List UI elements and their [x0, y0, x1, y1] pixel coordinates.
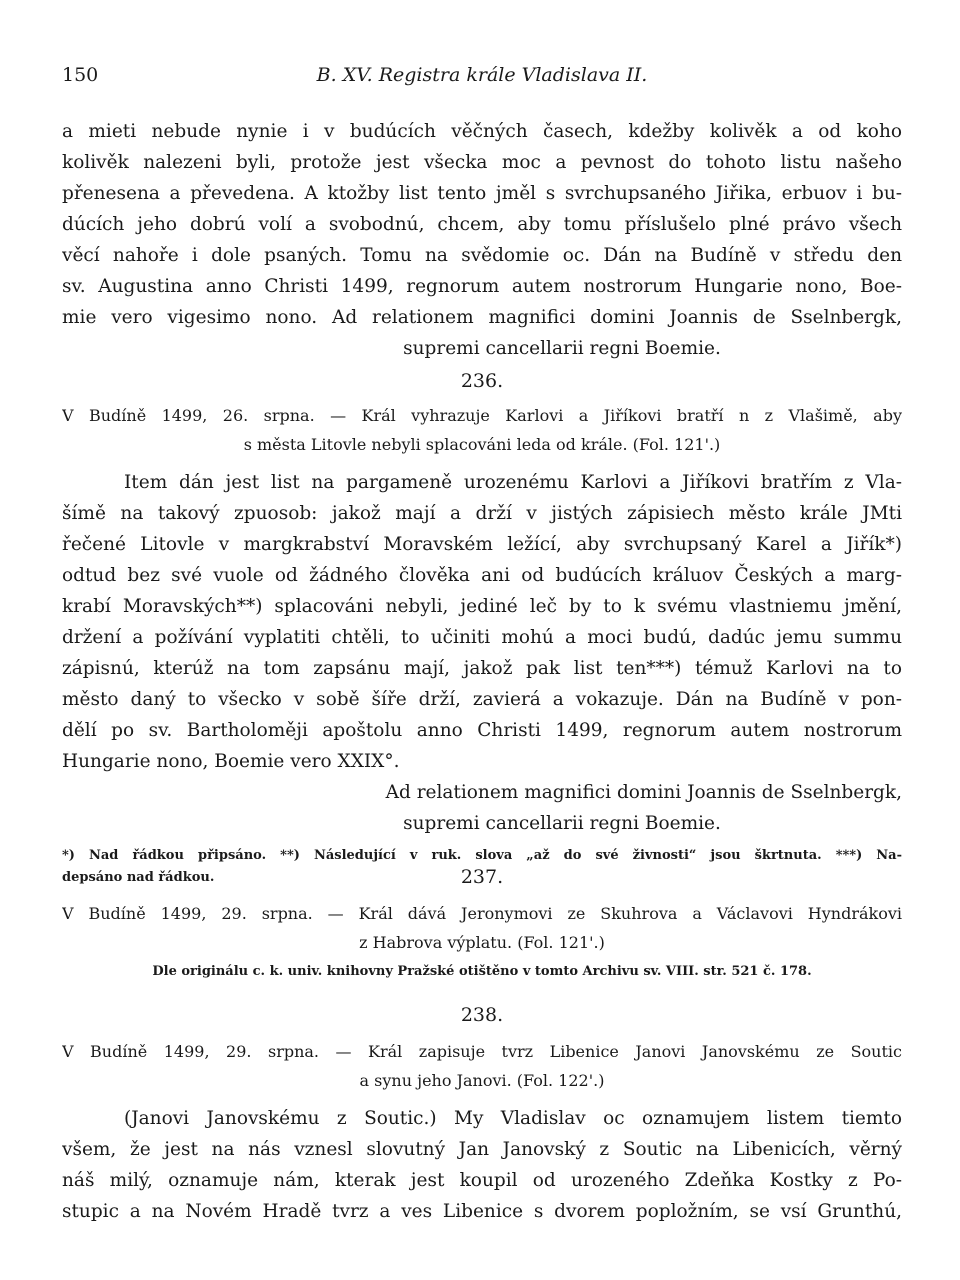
- text-line: držení a požívání vyplatiti chtěli, to učiniti mohú a moci budú, dadúc jemu summu: [62, 627, 902, 648]
- text-line: kolivěk nalezeni byli, protože jest všecka moc a pevnost do tohoto listu našeho: [62, 152, 902, 173]
- text-line: (Janovi Janovskému z Soutic.) My Vladislav oc oznamujem listem tiemto: [124, 1108, 902, 1129]
- regest-line: a synu jeho Janovi. (Fol. 122'.): [359, 1071, 605, 1090]
- text-line: šímě na takový zpuosob: jakož mají a drží v jistých zápisiech město krále JMti: [62, 503, 902, 524]
- continuation-text: [62, 116, 902, 364]
- text-line: zápisnú, kterúž na tom zapsánu mají, jakož pak list ten***) témuž Karlovi na to: [62, 658, 902, 679]
- regest-line: V Budíně 1499, 29. srpna. — Král dává Jeronymovi ze Skuhrova a Václavovi Hyndrákovi: [62, 904, 902, 923]
- text-line: řečené Litovle v margkrabství Moravském ležící, aby svrchupsaný Karel a Jiřík*): [62, 534, 902, 555]
- text-line: dúcích jeho dobrú volí a svobodnú, chcem, aby tomu příslušelo plné právo všech: [62, 214, 902, 235]
- footnote-line: depsáno nad řádkou.: [62, 870, 215, 885]
- running-header: [62, 64, 902, 94]
- text-line: náš milý, oznamuje nám, kterak jest koupil od urozeného Zdeňka Kostky z Po-: [62, 1170, 902, 1191]
- text-line: stupic a na Novém Hradě tvrz a ves Libenice s dvorem popložním, se vsí Grunthú,: [62, 1201, 902, 1222]
- document-number: 236.: [460, 370, 504, 392]
- closing-line: supremi cancellarii regni Boemie.: [403, 338, 721, 359]
- document-237: [62, 862, 902, 985]
- text-line: město daný to všecko v sobě šíře drží, zavierá a vokazuje. Dán na Budíně v pon-: [62, 689, 902, 710]
- text-line: všem, že jest na nás vznesl slovutný Jan Janovský z Soutic na Libenicích, věrný: [62, 1139, 902, 1160]
- closing-line: Ad relationem magnifici domini Joannis de Sselnbergk,: [385, 782, 902, 803]
- text-line: a mieti nebude nynie i v budúcích věčných časech, kdežby kolivěk a od koho: [62, 121, 902, 142]
- document-number: 237.: [460, 866, 504, 888]
- text-line: odtud bez své vuole od žádného člověka ani od budúcích králuov Českých a marg-: [62, 565, 902, 586]
- source-note: Dle originálu c. k. univ. knihovny Pražské otištěno v tomto Archivu sv. VIII. str. 521 č. 178.: [152, 964, 812, 979]
- text-line: sv. Augustina anno Christi 1499, regnorum autem nostrorum Hungarie nono, Boe-: [62, 276, 902, 297]
- running-title: B. XV. Registra krále Vladislava II.: [316, 64, 648, 86]
- closing-line: supremi cancellarii regni Boemie.: [403, 813, 721, 834]
- document-number: 238.: [460, 1004, 504, 1026]
- text-line: věcí nahoře i dole psaných. Tomu na svědomie oc. Dán na Budíně v středu den: [62, 245, 902, 266]
- regest-line: V Budíně 1499, 29. srpna. — Král zapisuje tvrz Libenice Janovi Janovskému ze Soutic: [62, 1042, 902, 1061]
- page-number: 150: [62, 64, 99, 86]
- text-line: krabí Moravských**) splacováni nebyli, jediné leč by to k svému vlastniemu jmění,: [62, 596, 902, 617]
- text-line: Hungarie nono, Boemie vero XXIX°.: [62, 751, 400, 772]
- document-238: [62, 1000, 902, 1227]
- footnote-line: *) Nad řádkou připsáno. **) Následující v ruk. slova „až do své živnosti“ jsou škrtnuta. ***) Na-: [62, 848, 902, 863]
- text-line: dělí po sv. Bartholoměji apoštolu anno Christi 1499, regnorum autem nostrorum: [62, 720, 902, 741]
- regest-line: V Budíně 1499, 26. srpna. — Král vyhrazuje Karlovi a Jiříkovi bratří n z Vlašimě, aby: [62, 406, 902, 425]
- text-line: mie vero vigesimo nono. Ad relationem magnifici domini Joannis de Sselnbergk,: [62, 307, 902, 328]
- text-line: přenesena a převedena. A ktožby list tento jměl s svrchupsaného Jiřika, erbuov i bu-: [62, 183, 902, 204]
- regest-line: z Habrova výplatu. (Fol. 121'.): [359, 933, 605, 952]
- text-line: Item dán jest list na pargameně urozenému Karlovi a Jiříkovi bratřím z Vla-: [124, 472, 902, 493]
- regest-line: s města Litovle nebyli splacováni leda od krále. (Fol. 121'.): [243, 435, 721, 454]
- document-236: [62, 366, 902, 889]
